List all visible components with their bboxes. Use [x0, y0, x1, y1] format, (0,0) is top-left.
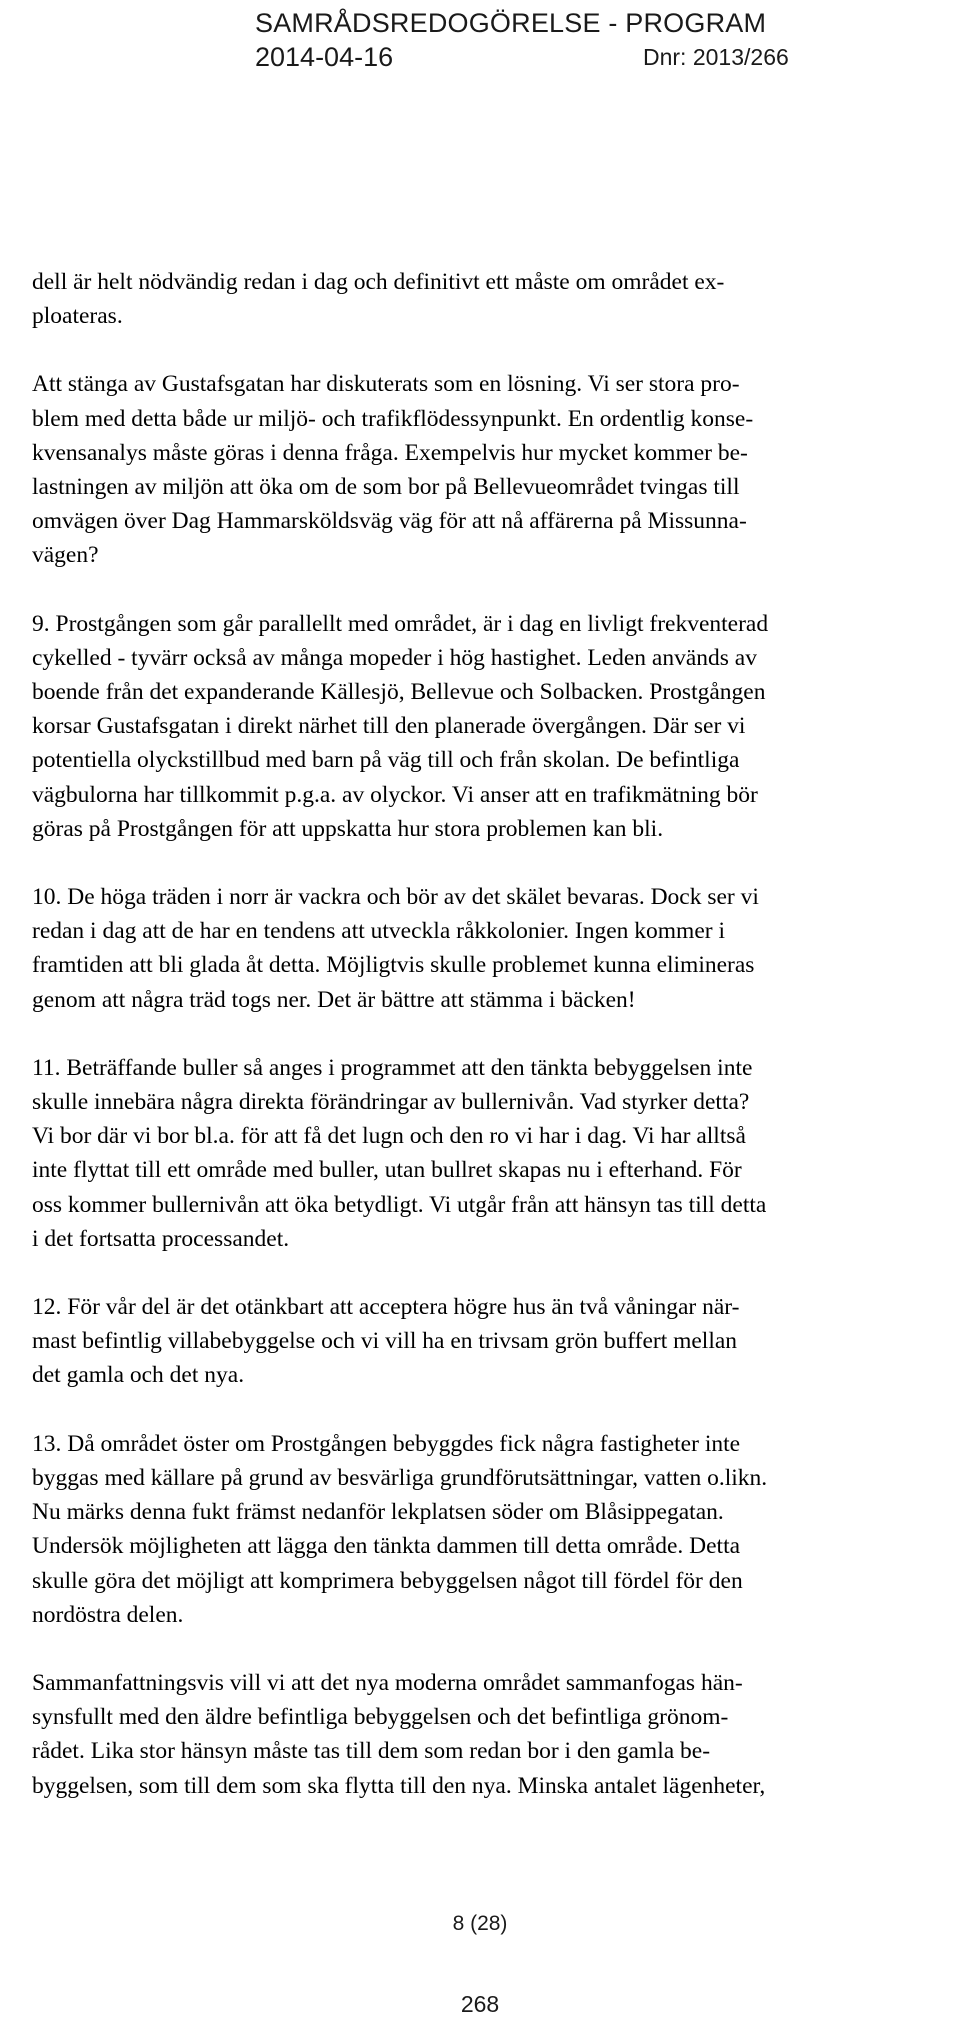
text-line: nordöstra delen.: [32, 1601, 184, 1628]
text-line: genom att några träd togs ner. Det är bättre att stämma i bäcken!: [32, 986, 636, 1013]
text-line: korsar Gustafsgatan i direkt närhet till den planerade övergången. Där ser vi: [32, 713, 746, 740]
text-line: 12. För vår del är det otänkbart att acceptera högre hus än två våningar när-: [32, 1294, 740, 1321]
text-line: synsfullt med den äldre befintliga bebyggelsen och det befintliga grönom-: [32, 1704, 729, 1731]
text-line: Undersök möjligheten att lägga den tänkta dammen till detta område. Detta: [32, 1533, 741, 1560]
header-meta-row: [255, 40, 895, 74]
text-line: byggas med källare på grund av besvärliga grundförutsättningar, vatten o.likn.: [32, 1464, 768, 1491]
text-line: Sammanfattningsvis vill vi att det nya moderna området sammanfogas hän-: [32, 1669, 743, 1696]
paragraph: [32, 880, 956, 1017]
document-body: [32, 265, 956, 1837]
text-line: mast befintlig villabebyggelse och vi vill ha en trivsam grön buffert mellan: [32, 1328, 738, 1355]
paragraph: [32, 1051, 956, 1256]
document-dnr: Dnr: 2013/266: [643, 44, 789, 70]
paragraph: [32, 265, 956, 333]
text-line: i det fortsatta processandet.: [32, 1225, 290, 1252]
text-line: rådet. Lika stor hänsyn måste tas till dem som redan bor i den gamla be-: [32, 1738, 711, 1765]
text-line: dell är helt nödvändig redan i dag och definitivt ett måste om området ex-: [32, 269, 725, 295]
page-number: 268: [460, 1991, 500, 2017]
text-line: lastningen av miljön att öka om de som bor på Bellevueområdet tvingas till: [32, 474, 740, 501]
document-title: SAMRÅDSREDOGÖRELSE - PROGRAM: [255, 8, 767, 38]
text-line: Nu märks denna fukt främst nedanför lekplatsen söder om Blåsippegatan.: [32, 1499, 724, 1526]
paragraph: [32, 1427, 956, 1632]
text-line: Att stänga av Gustafsgatan har diskuterats som en lösning. Vi ser stora pro-: [32, 371, 740, 398]
paragraph: [32, 1290, 956, 1393]
paragraph: [32, 367, 956, 572]
text-line: cykelled - tyvärr också av många mopeder i hög hastighet. Leden används av: [32, 644, 757, 671]
text-line: framtiden att bli glada åt detta. Möjligtvis skulle problemet kunna elimineras: [32, 952, 755, 979]
text-line: vägen?: [32, 542, 99, 569]
paragraph: [32, 607, 956, 846]
text-line: Vi bor där vi bor bl.a. för att få det lugn och den ro vi har i dag. Vi har alltså: [32, 1123, 746, 1150]
paragraph: [32, 1666, 956, 1803]
text-line: byggelsen, som till dem som ska flytta till den nya. Minska antalet lägenheter,: [32, 1772, 766, 1799]
text-line: 10. De höga träden i norr är vackra och bör av det skälet bevaras. Dock ser vi: [32, 884, 759, 911]
text-line: vägbulorna har tillkommit p.g.a. av olyckor. Vi anser att en trafikmätning bör: [32, 781, 758, 808]
text-line: redan i dag att de har en tendens att utveckla råkkolonier. Ingen kommer i: [32, 918, 725, 945]
text-line: skulle innebära några direkta förändringar av bullernivån. Vad styrker detta?: [32, 1089, 750, 1116]
text-line: omvägen över Dag Hammarsköldsväg väg för att nå affärerna på Missunna-: [32, 508, 747, 535]
page-header: [255, 6, 895, 74]
text-line: det gamla och det nya.: [32, 1362, 245, 1389]
text-line: 13. Då området öster om Prostgången bebyggdes fick några fastigheter inte: [32, 1430, 741, 1457]
text-line: göras på Prostgången för att uppskatta hur stora problemen kan bli.: [32, 815, 664, 842]
text-line: 9. Prostgången som går parallellt med området, är i dag en livligt frekventerad: [32, 610, 769, 637]
text-line: blem med detta både ur miljö- och trafikflödessynpunkt. En ordentlig konse-: [32, 405, 754, 432]
document-date: 2014-04-16: [255, 42, 394, 72]
text-line: oss kommer bullernivån att öka betydligt. Vi utgår från att hänsyn tas till detta: [32, 1191, 767, 1218]
page-label: 8 (28): [452, 1912, 508, 1935]
text-line: inte flyttat till ett område med buller, utan bullret skapas nu i efterhand. För: [32, 1157, 742, 1184]
text-line: potentiella olyckstillbud med barn på väg till och från skolan. De befintliga: [32, 747, 740, 774]
text-line: 11. Beträffande buller så anges i programmet att den tänkta bebyggelsen inte: [32, 1054, 753, 1081]
text-line: ploateras.: [32, 303, 123, 330]
text-line: boende från det expanderande Källesjö, Bellevue och Solbacken. Prostgången: [32, 679, 766, 706]
text-line: skulle göra det möjligt att komprimera bebyggelsen något till fördel för den: [32, 1567, 743, 1594]
text-line: kvensanalys måste göras i denna fråga. Exempelvis hur mycket kommer be-: [32, 439, 748, 466]
